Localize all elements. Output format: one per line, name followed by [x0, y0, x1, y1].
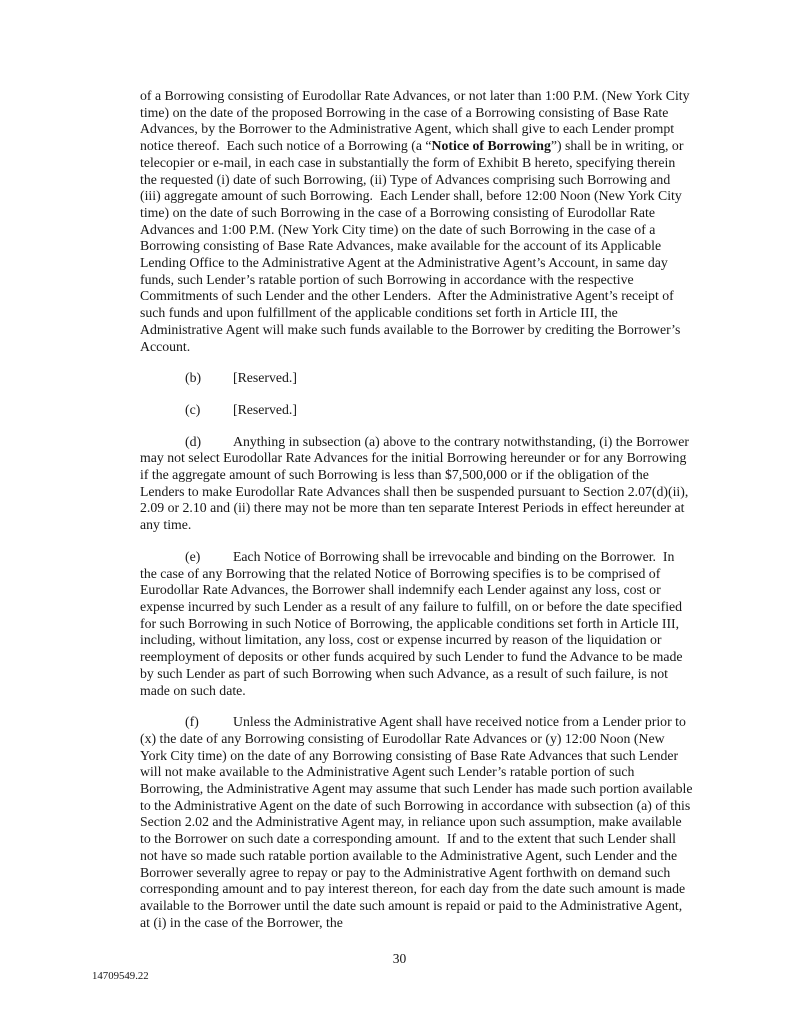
paragraph-text: [Reserved.]: [233, 401, 297, 417]
paragraph-d: [140, 434, 693, 534]
paragraph-f: [140, 714, 696, 931]
paragraph-e: [140, 549, 693, 699]
paragraph-b: [140, 370, 693, 387]
paragraph-text: [Reserved.]: [233, 370, 297, 386]
paragraph-c: [140, 402, 693, 419]
footer-doc-number: 14709549.22: [92, 970, 149, 982]
paragraph-label-f: (f): [185, 714, 199, 730]
paragraph-label-c: (c): [185, 401, 201, 417]
paragraph-text: Each Notice of Borrowing shall be irrevocable and binding on the Borrower. In the case of any Borrowing that the related Notice of Borrowing specifies is to be comprised of Eurodollar Rate Advances, the Borrower shall indemnify each Lender against any loss, cost or expense incurred by such Lender as a result of any failure to fulfill, on or before the date specified for such Borrowing in such Notice of Borrowing, the applicable conditions set forth in Article III, including, without limitation, any loss, cost or expense incurred by reason of the liquidation or reemployment of deposits or other funds acquired by such Lender to fund the Advance to be made by such Lender as part of such Borrowing when such Advance, as a result of such failure, is not made on such date.: [140, 548, 686, 698]
paragraph-label-d: (d): [185, 433, 202, 449]
paragraph-text: Anything in subsection (a) above to the contrary notwithstanding, (i) the Borrower may not select Eurodollar Rate Advances for the initial Borrowing hereunder or for any Borrowing if the aggregate amount of such Borrowing is less than $7,500,000 or if the obligation of the Lenders to make Eurodollar Rate Advances shall then be suspended pursuant to Section 2.07(d)(ii), 2.09 or 2.10 and (ii) there may not be more than ten separate Interest Periods in effect hereunder at any time.: [140, 433, 693, 533]
paragraph-label-e: (e): [185, 548, 201, 564]
paragraph-a-continuation: [140, 88, 693, 355]
paragraph-text: of a Borrowing consisting of Eurodollar Rate Advances, or not later than 1:00 P.M. (New York City time) on the date of the proposed Borrowing in the case of a Borrowing consisting of Base Rate Advances, by the Borrower to the Administrative Agent, which shall give to each Lender prompt notice thereof. Each such notice of a Borrowing (a “: [140, 88, 693, 154]
document-body: [140, 88, 696, 946]
paragraph-label-b: (b): [185, 370, 202, 386]
defined-term-notice-of-borrowing: Notice of Borrowing: [431, 138, 551, 154]
paragraph-text: ”) shall be in writing, or telecopier or e-mail, in each case in substantially the form of Exhibit B hereto, specifying therein the requested (i) date of such Borrowing, (ii) Type of Advances comprising such Borrowing and (iii) aggregate amount of such Borrowing. Each Lender shall, before 12:00 Noon (New York City time) on the date of such Borrowing in the case of a Borrowing consisting of Eurodollar Rate Advances and 1:00 P.M. (New York City time) on the date of such Borrowing in the case of a Borrowing consisting of Base Rate Advances, make available for the account of its Applicable Lending Office to the Administrative Agent at the Administrative Agent’s Account, in same day funds, such Lender’s ratable portion of such Borrowing in accordance with the respective Commitments of such Lender and the other Lenders. After the Administrative Agent’s receipt of such funds and upon fulfillment of the applicable conditions set forth in Article III, the Administrative Agent will make such funds available to the Borrower by crediting the Borrower’s Account.: [140, 138, 687, 354]
page-number: 30: [392, 951, 407, 966]
paragraph-text: Unless the Administrative Agent shall have received notice from a Lender prior to (x) the date of any Borrowing consisting of Eurodollar Rate Advances or (y) 12:00 Noon (New York City time) on the date of any Borrowing consisting of Base Rate Advances that such Lender will not make available to the Administrative Agent such Lender’s ratable portion of such Borrowing, the Administrative Agent may assume that such Lender has made such portion available to the Administrative Agent on the date of such Borrowing in accordance with subsection (a) of this Section 2.02 and the Administrative Agent may, in reliance upon such assumption, make available to the Borrower on such date a corresponding amount. If and to the extent that such Lender shall not have so made such ratable portion available to the Administrative Agent, such Lender and the Borrower severally agree to repay or pay to the Administrative Agent forthwith on demand such corresponding amount and to pay interest thereon, for each day from the date such amount is made available to the Borrower until the date such amount is repaid or paid to the Administrative Agent, at (i) in the case of the Borrower, the: [140, 714, 696, 930]
